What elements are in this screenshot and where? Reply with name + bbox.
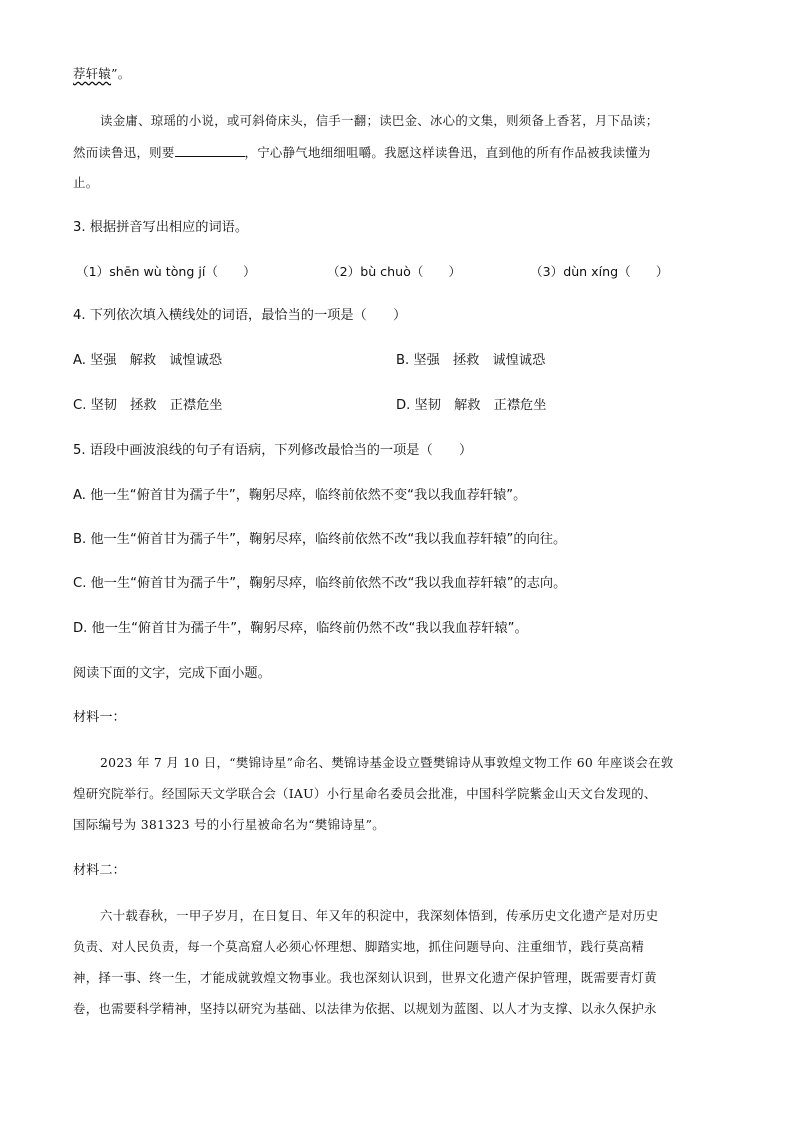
question-5-option-b[interactable]: B. 他一生“俯首甘为孺子牛”，鞠躬尽瘁，临终前依然不改“我以我血荐轩辕”的向往。 bbox=[73, 532, 567, 547]
question-4-option-d[interactable]: D. 坚韧 解救 正襟危坐 bbox=[396, 398, 547, 413]
material-2-line-2: 负责、对人民负责，每一个莫高窟人必须心怀理想、脚踏实地，抓住问题导向、注重细节，践行莫高精 bbox=[73, 939, 645, 954]
material-2-line-3: 神，择一事、终一生，才能成就敦煌文物事业。我也深刻认识到，世界文化遗产保护管理，既需要青灯黄 bbox=[73, 970, 657, 985]
passage-para2-line-2: 然而读鲁迅，则要 ，宁心静气地细细咀嚼。我愿这样读鲁迅，直到他的所有作品被我读懂为 bbox=[73, 145, 651, 160]
question-3-stem: 3. 根据拼音写出相应的词语。 bbox=[73, 220, 249, 235]
question-4-option-a[interactable]: A. 坚强 解救 诚惶诚恐 bbox=[73, 353, 223, 368]
question-5-option-d[interactable]: D. 他一生“俯首甘为孺子牛”，鞠躬尽瘁，临终前仍然不改“我以我血荐轩辕”。 bbox=[73, 621, 528, 636]
reading-intro: 阅读下面的文字，完成下面小题。 bbox=[73, 666, 271, 681]
question-3-item-2: （2）bù chuò（ ） bbox=[327, 264, 462, 279]
material-1-line-2: 煌研究院举行。经国际天文学联合会（IAU）小行星命名委员会批准，中国科学院紫金山天文台发现的、 bbox=[73, 786, 657, 801]
question-4-option-b[interactable]: B. 坚强 拯救 诚惶诚恐 bbox=[396, 353, 546, 368]
question-3-item-3: （3）dùn xíng（ ） bbox=[530, 264, 669, 279]
material-2-line-4: 卷，也需要科学精神，坚持以研究为基础、以法律为依据、以规划为蓝图、以人才为支撑、以永久保护永 bbox=[73, 1001, 657, 1016]
material-1-line-3: 国际编号为 381323 号的小行星被命名为“樊锦诗星”。 bbox=[73, 817, 385, 832]
material-2-label: 材料二： bbox=[73, 863, 126, 878]
question-5-stem: 5. 语段中画波浪线的句子有语病，下列修改最恰当的一项是（ ） bbox=[73, 443, 473, 458]
passage-para2-line-1: 读金庸、琼瑶的小说，或可斜倚床头，信手一翻；读巴金、冰心的文集，则须备上香茗，月下品读； bbox=[100, 113, 659, 128]
passage-para2-line-3: 止。 bbox=[73, 175, 99, 190]
question-5-option-c[interactable]: C. 他一生“俯首甘为孺子牛”，鞠躬尽瘁，临终前依然不改“我以我血荐轩辕”的志向。 bbox=[73, 576, 567, 591]
wavy-underlined-text: 荐轩辕 bbox=[73, 66, 112, 81]
question-3-item-1: （1）shēn wù tòng jí（ ） bbox=[76, 264, 256, 279]
question-4-stem: 4. 下列依次填入横线处的词语，最恰当的一项是（ ） bbox=[73, 308, 407, 323]
question-5-option-a[interactable]: A. 他一生“俯首甘为孺子牛”，鞠躬尽瘁，临终前依然不变“我以我血荐轩辕”。 bbox=[73, 488, 527, 503]
passage-line-1: 荐轩辕”。 bbox=[73, 66, 131, 81]
fill-in-blank[interactable] bbox=[175, 144, 245, 157]
material-1-label: 材料一： bbox=[73, 710, 126, 725]
question-4-option-c[interactable]: C. 坚韧 拯救 正襟危坐 bbox=[73, 398, 223, 413]
material-1-line-1: 2023 年 7 月 10 日，“樊锦诗星”命名、樊锦诗基金设立暨樊锦诗从事敦煌文物工作 60 年座谈会在敦 bbox=[100, 755, 674, 770]
material-2-line-1: 六十载春秋，一甲子岁月，在日复日、年又年的积淀中，我深刻体悟到，传承历史文化遗产是对历史 bbox=[100, 908, 659, 923]
